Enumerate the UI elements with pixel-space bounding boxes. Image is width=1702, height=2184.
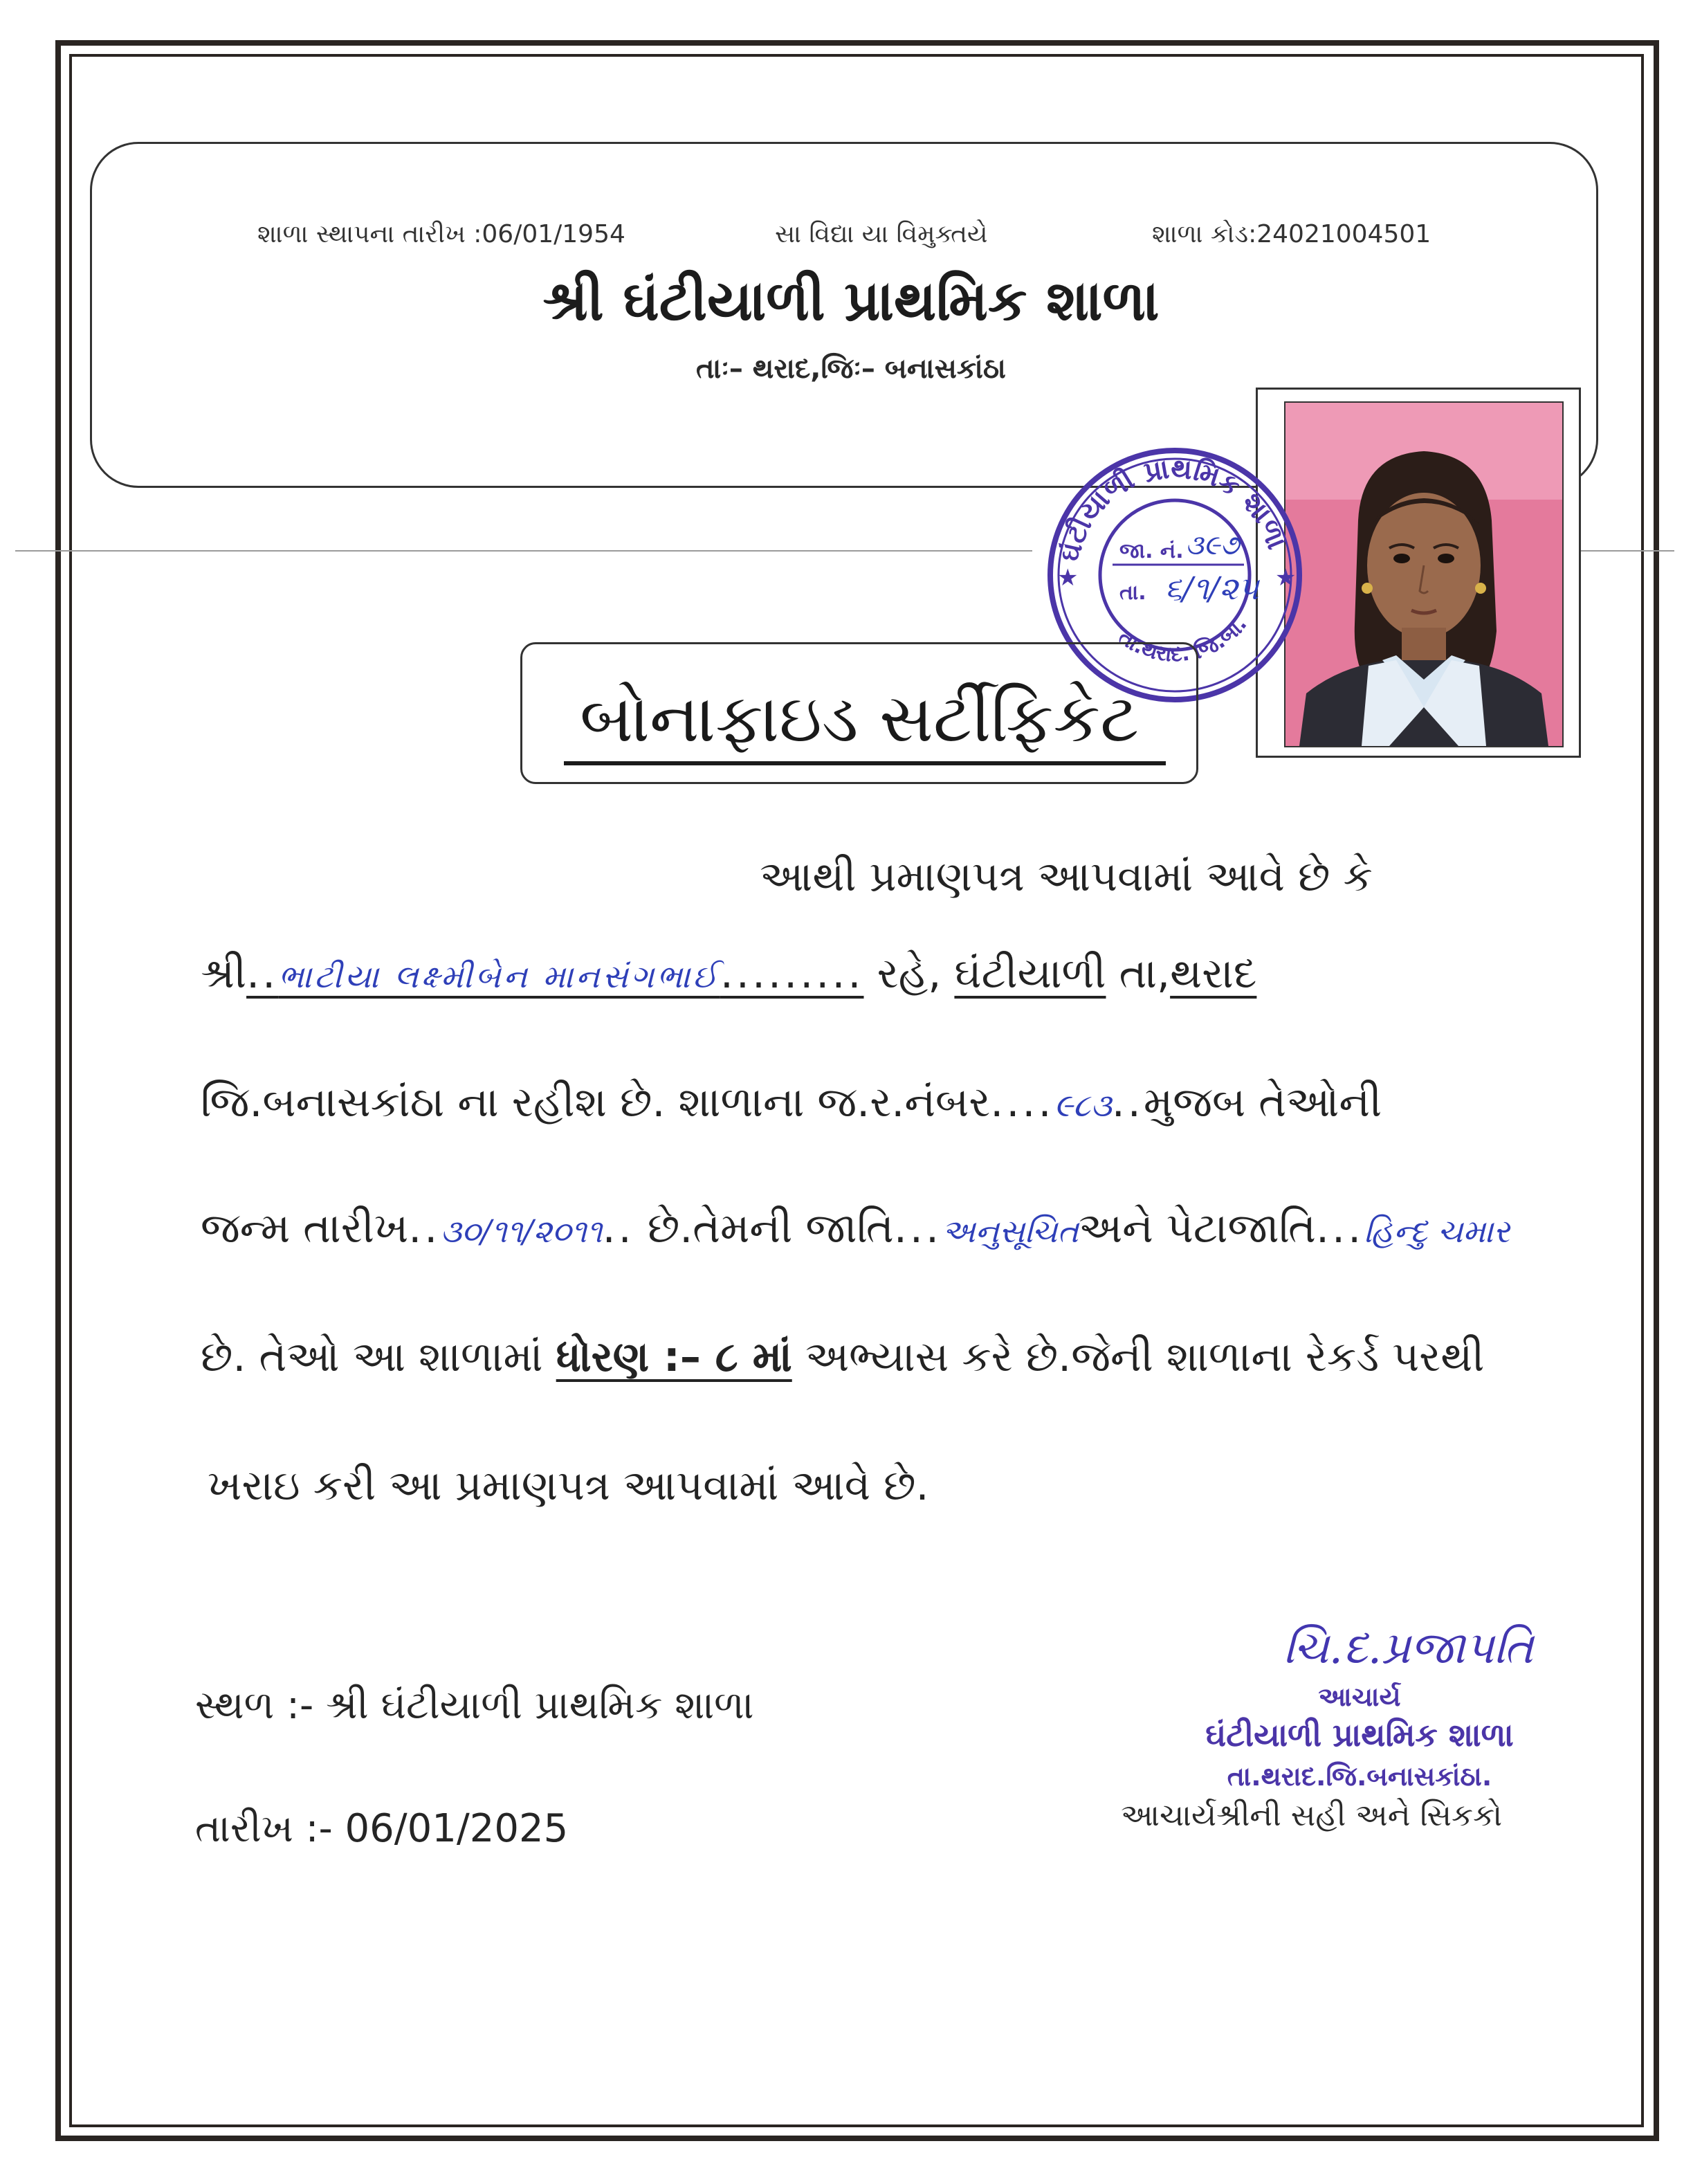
school-name: શ્રી ઘંટીયાળી પ્રાથમિક શાળા bbox=[542, 269, 1160, 333]
student-name: ભાટીયા લક્ષ્મીબેન માનસંગભાઈ bbox=[278, 958, 720, 995]
svg-text:★: ★ bbox=[1275, 564, 1297, 592]
principal-stamp-school: ઘંટીયાળી પ્રાથમિક શાળા bbox=[1205, 1716, 1514, 1754]
fold-line bbox=[1577, 550, 1674, 552]
title-underline bbox=[564, 761, 1166, 765]
taluka-name: થરાદ bbox=[1170, 949, 1257, 998]
seal-number: ૩૯૭ bbox=[1185, 529, 1240, 561]
standard-suffix: અભ્યાસ કરે છે.જેની શાળાના રેકર્ડ પરથી bbox=[805, 1333, 1485, 1381]
caste-label: છે.તેમની જાતિ bbox=[647, 1204, 894, 1253]
district-line: જિ.બનાસકાંઠા ના રહીશ છે. શાળાના જ.ર.નંબર....૯૮૩..મુજબ તેઓની bbox=[201, 1078, 1382, 1127]
standard-line bbox=[201, 1333, 1484, 1381]
rahe-label: રહે, bbox=[877, 949, 942, 998]
standard-value: ધોરણ :– ૮ માં bbox=[556, 1333, 792, 1381]
accordingly-text: મુજબ તેઓની bbox=[1143, 1078, 1382, 1127]
student-photo bbox=[1284, 401, 1564, 747]
principal-signature: ચિ.દ.પ્રજાપતિ bbox=[1283, 1623, 1534, 1674]
principal-stamp-address: તા.થરાદ.જિ.બનાસકાંઠા. bbox=[1227, 1761, 1492, 1792]
signature-caption: આચાર્યશ્રીની સહી અને સિકકો bbox=[1121, 1798, 1503, 1833]
birthdate-label: જન્મ તારીખ bbox=[201, 1204, 409, 1253]
school-address: તાઃ– થરાદ,જિઃ– બનાસકાંઠા bbox=[696, 353, 1006, 385]
closing-line: ખરાઇ કરી આ પ્રમાણપત્ર આપવામાં આવે છે. bbox=[208, 1462, 929, 1510]
certificate-title: બોનાફાઇડ સર્ટીફિકેટ bbox=[579, 680, 1140, 757]
subcaste: હિન્દુ ચમાર bbox=[1364, 1212, 1510, 1250]
caste: અનુસૂચિત bbox=[942, 1212, 1079, 1250]
principal-stamp-title: આચાર્ય bbox=[1318, 1682, 1401, 1712]
school-motto: સા વિદ્યા યા વિમુક્તયે bbox=[775, 220, 988, 248]
district-text: જિ.બનાસકાંઠા ના રહીશ છે. શાળાના જ.ર.નંબર bbox=[201, 1078, 991, 1127]
shri-label: શ્રી bbox=[201, 949, 247, 998]
student-name-field: ..ભાટીયા લક્ષ્મીબેન માનસંગભાઈ......... bbox=[246, 949, 864, 998]
seal-ring-text: ઘંટીયાળી પ્રાથમિક શાળા bbox=[1054, 453, 1293, 565]
intro-line: આથી પ્રમાણપત્ર આપવામાં આવે છે કે bbox=[760, 853, 1373, 901]
establishment-date: શાળા સ્થાપના તારીખ :06/01/1954 bbox=[257, 220, 625, 248]
seal-date: ૬/૧/૨૫ bbox=[1164, 570, 1259, 607]
birth-line: જન્મ તારીખ..૩૦/૧૧/૨૦૧૧.. છે.તેમની જાતિ...અનુસૂચિતઅને પેટાજાતિ...હિન્દુ ચમાર bbox=[201, 1204, 1510, 1253]
school-code: શાળા કોડ:24021004501 bbox=[1152, 220, 1431, 248]
student-line bbox=[201, 949, 1256, 998]
seal-bottom-text: તા.થરાદ. જિ.બા. bbox=[1113, 612, 1252, 667]
seal-number-label: જા. નં. bbox=[1119, 539, 1184, 563]
birth-date: ૩૦/૧૧/૨૦૧૧ bbox=[440, 1212, 603, 1250]
subcaste-label: અને પેટાજાતિ bbox=[1078, 1204, 1316, 1253]
seal-date-label: તા. bbox=[1119, 581, 1146, 605]
fold-line bbox=[15, 550, 1032, 552]
place-line: સ્થળ :- શ્રી ઘંટીયાળી પ્રાથમિક શાળા bbox=[195, 1683, 754, 1728]
gr-number: ૯૮૩ bbox=[1054, 1086, 1112, 1124]
svg-text:★: ★ bbox=[1057, 564, 1079, 592]
village-name: ઘંટીયાળી bbox=[954, 949, 1106, 998]
date-line: તારીખ :- 06/01/2025 bbox=[195, 1806, 569, 1851]
standard-prefix: છે. તેઓ આ શાળામાં bbox=[201, 1333, 543, 1381]
ta-label: તા, bbox=[1119, 949, 1171, 998]
